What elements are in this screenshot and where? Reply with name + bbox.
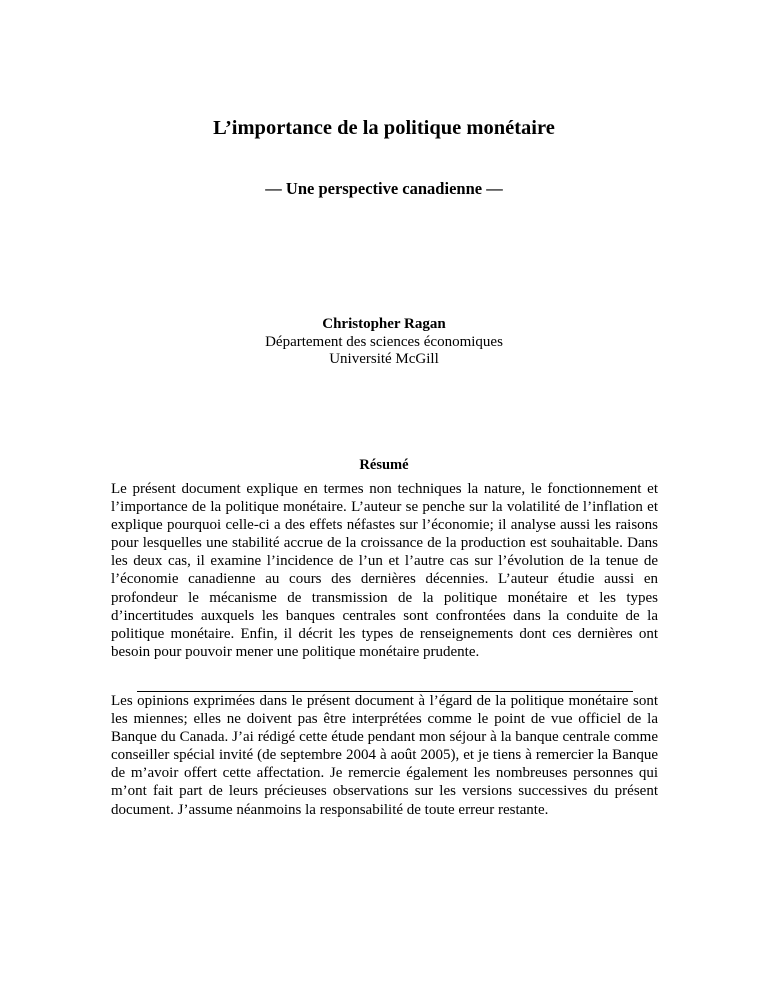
author-block <box>0 316 768 369</box>
document-subtitle: — Une perspective canadienne — <box>265 179 503 198</box>
author-name: Christopher Ragan <box>322 316 446 332</box>
footnote-text: Les opinions exprimées dans le présent document à l’égard de la politique monétaire sont les miennes; elles ne doivent pas être interprétées comme le point de vue officiel de la Banque du Canada. J’ai rédigé cette étude pendant mon séjour à la banque centrale comme conseiller spécial invité (de septembre 2004 à août 2005), et je tiens à remercier la Banque de m’avoir offert cette affectation. Je remercie également les nombreuses personnes qui m’ont fait part de leurs précieuses observations sur les versions successives du présent document. J’assume néanmoins la responsabilité de toute erreur restante. <box>111 693 658 818</box>
author-university: Université McGill <box>329 351 439 367</box>
author-department: Département des sciences économiques <box>265 333 503 350</box>
abstract-heading: Résumé <box>359 457 409 473</box>
document-title: L’importance de la politique monétaire <box>213 117 555 139</box>
abstract-text: Le présent document explique en termes non techniques la nature, le fonctionnement et l’importance de la politique monétaire. L’auteur se penche sur la volatilité de l’inflation et explique pourquoi celle-ci a des effets néfastes sur l’économie; il analyse aussi les raisons pour lesquelles une stabilité accrue de la croissance de la production est souhaitable. Dans les deux cas, il examine l’incidence de l’un et l’autre cas sur l’évolution de la tenue de l’économie canadienne au cours des dernières décennies. L’auteur étudie aussi en profondeur le mécanisme de transmission de la politique monétaire et les types d’incertitudes auxquels les banques centrales sont confrontées dans la conduite de la politique monétaire. Enfin, il décrit les types de renseignements dont ces dernières ont besoin pour pouvoir mener une politique monétaire prudente. <box>111 481 658 660</box>
